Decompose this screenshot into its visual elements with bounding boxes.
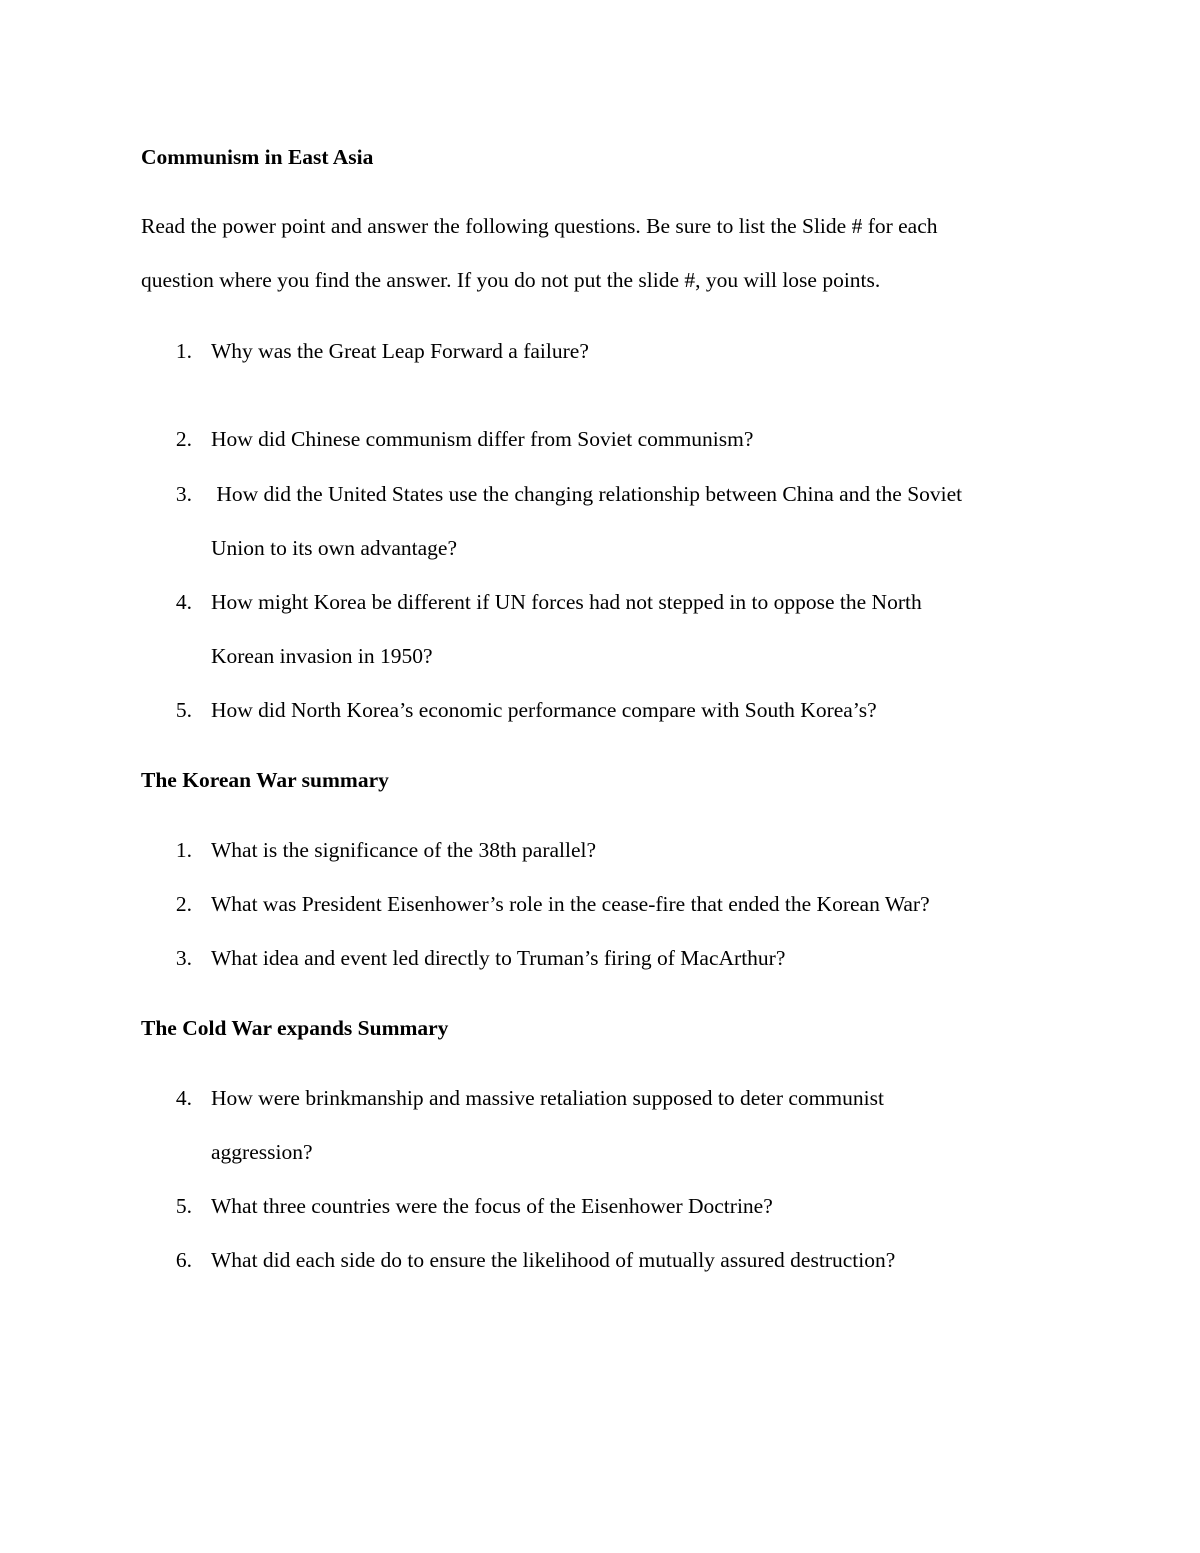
question-text: What was President Eisenhower’s role in the cease-fire that ended the Korean War?: [211, 892, 930, 916]
section-title-cold-war: The Cold War expands Summary: [141, 1016, 449, 1040]
question-number: 6.: [175, 1248, 192, 1272]
question-text: What did each side do to ensure the likelihood of mutually assured destruction?: [211, 1248, 896, 1272]
question-text: What is the significance of the 38th parallel?: [211, 838, 597, 862]
question-text: How might Korea be different if UN forces had not stepped in to oppose the North: [211, 590, 922, 614]
intro-line-1: Read the power point and answer the following questions. Be sure to list the Slide # for each: [141, 214, 938, 238]
question-number: 1.: [175, 838, 192, 862]
question-number: 4.: [175, 1086, 192, 1110]
question-number: 1.: [175, 339, 192, 363]
intro-line-2: question where you find the answer. If you do not put the slide #, you will lose points.: [141, 268, 881, 292]
question-text: What three countries were the focus of the Eisenhower Doctrine?: [211, 1194, 773, 1218]
question-number: 5.: [175, 1194, 192, 1218]
question-number: 2.: [175, 427, 192, 451]
question-text-continued: Union to its own advantage?: [211, 536, 458, 560]
question-text: How were brinkmanship and massive retaliation supposed to deter communist: [211, 1086, 884, 1110]
question-text-continued: Korean invasion in 1950?: [211, 644, 433, 668]
question-number: 3.: [175, 482, 192, 506]
question-text: How did North Korea’s economic performance compare with South Korea’s?: [211, 698, 877, 722]
question-text: Why was the Great Leap Forward a failure?: [211, 339, 589, 363]
question-text: What idea and event led directly to Truman’s firing of MacArthur?: [211, 946, 786, 970]
question-number: 5.: [175, 698, 192, 722]
section-title-korean-war: The Korean War summary: [141, 768, 389, 792]
question-number: 4.: [175, 590, 192, 614]
question-number: 2.: [175, 892, 192, 916]
question-number: 3.: [175, 946, 192, 970]
section-title-communism: Communism in East Asia: [141, 145, 374, 169]
question-text-continued: aggression?: [211, 1140, 313, 1164]
question-text: How did the United States use the changing relationship between China and the Soviet: [211, 482, 963, 506]
question-text: How did Chinese communism differ from Soviet communism?: [211, 427, 754, 451]
